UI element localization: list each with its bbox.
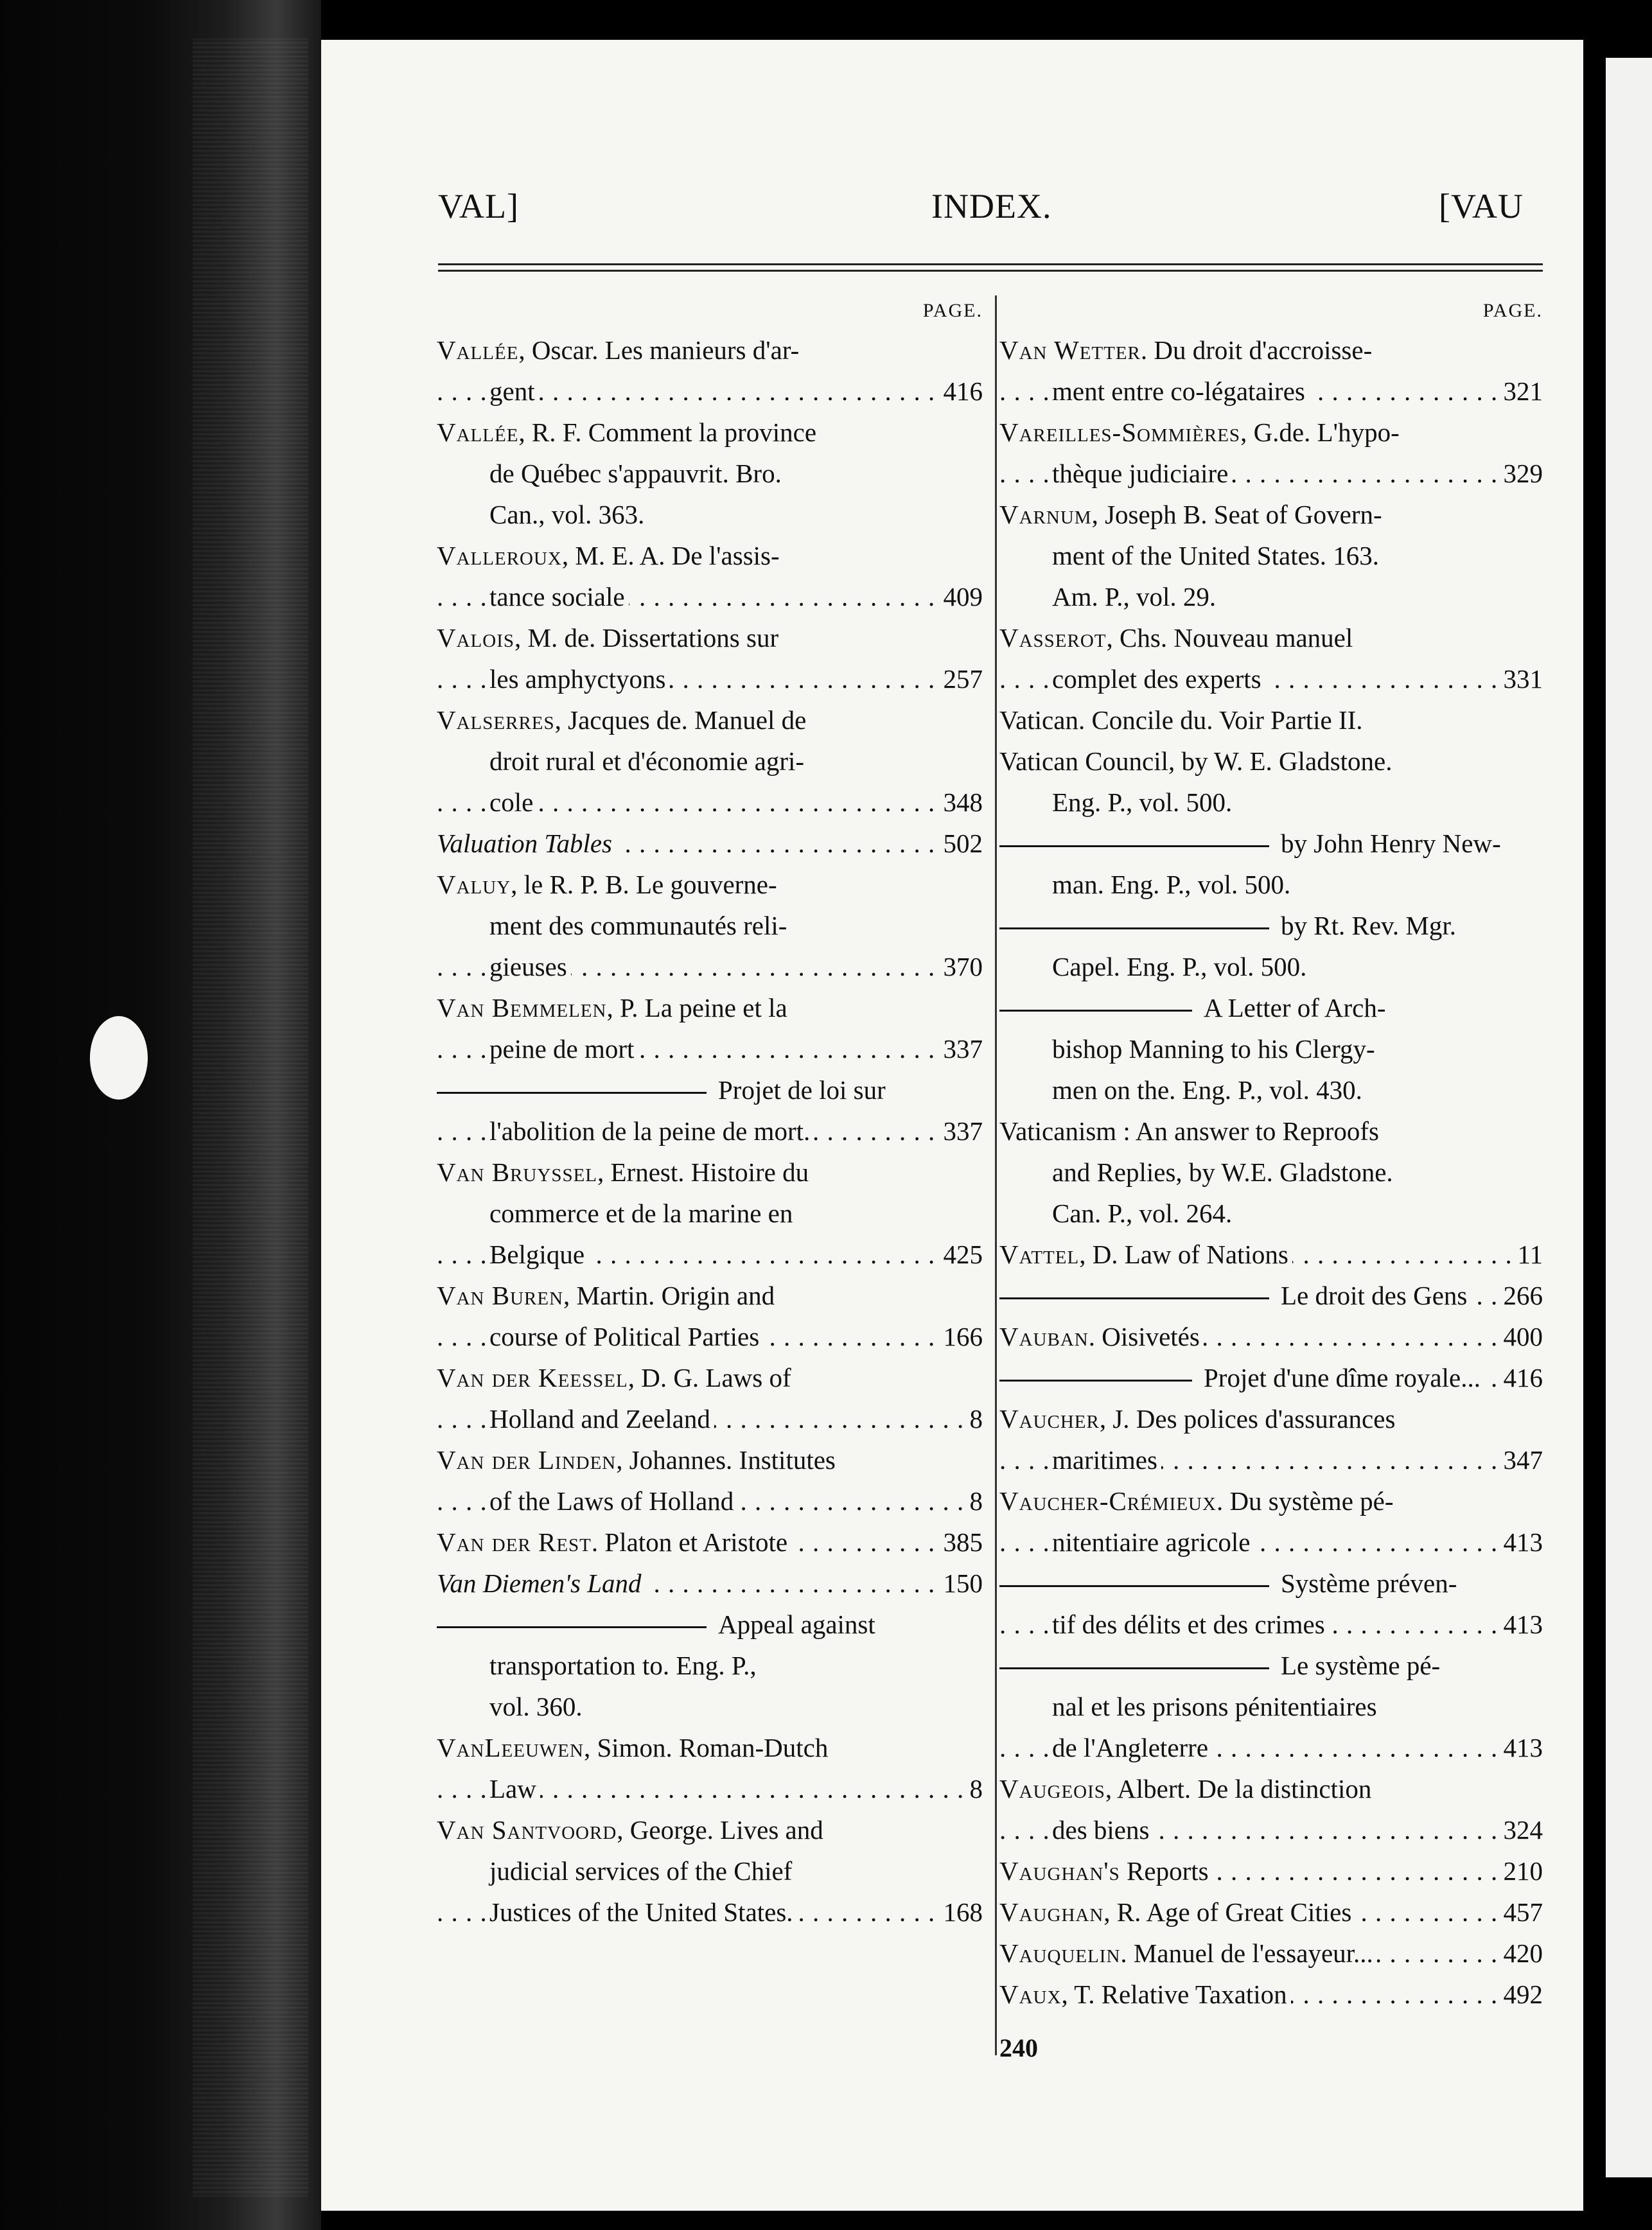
entry-line [999,1933,1543,1974]
entry-line [437,905,983,946]
entry-text: , Oscar. Les manieurs d'ar- [518,335,800,365]
index-entry [999,617,1543,699]
index-entry [437,535,983,617]
index-entry [999,494,1543,617]
entry-text: . Du système pé- [1216,1486,1394,1516]
entry-line [437,699,983,741]
entry-line [437,1316,983,1357]
entry-text: Vatican Council, by W. E. Gladstone. [999,746,1393,776]
column-divider [995,295,997,2055]
index-entry [999,1275,1543,1316]
entry-text: Belgique [489,1240,585,1269]
entry-line [437,494,983,535]
ditto-dash [999,1585,1269,1587]
entry-text: and Replies, by W.E. Gladstone. [1052,1157,1393,1187]
entry-line [437,823,983,864]
entry-text: ment entre co-légataires [1052,376,1305,406]
entry-text: ment of the United States. 163. [1052,541,1379,570]
entry-line [999,1522,1543,1563]
entry-line [999,329,1543,371]
index-entry [437,823,983,864]
entry-heading: Vareilles-Sommières [999,417,1241,447]
entry-text: Justices of the United States. [489,1897,793,1927]
ditto-dash [999,1380,1192,1382]
entry-text: Vaticanism : An answer to Reproofs [999,1116,1379,1146]
entry-heading: Vallée [437,335,519,365]
entry-heading: Vaughan [999,1897,1104,1927]
entry-text: complet des experts [1052,664,1261,694]
entry-line [437,576,983,617]
index-entry [999,1850,1543,1892]
entry-text: , Joseph B. Seat of Govern- [1091,500,1382,529]
entry-heading: Van Bemmelen [437,993,607,1023]
entry-line [437,864,983,905]
entry-line [437,617,983,658]
entry-text: . Oisivetés [1088,1322,1200,1351]
page-reference: 416 [938,371,983,412]
index-entry [999,1768,1543,1850]
index-entry [437,864,983,987]
page-reference: 400 [1498,1316,1543,1357]
scanned-page-gutter [0,0,321,2230]
entry-heading: Van Santvoord [437,1815,617,1845]
ditto-dash [999,927,1269,929]
index-entry [999,1892,1543,1933]
page-reference: 413 [1498,1522,1543,1563]
entry-text: , T. Relative Taxation [1061,1980,1287,2009]
index-entry [999,1563,1543,1645]
entry-line [437,1357,983,1398]
entry-line [999,946,1543,987]
entry-text: Le droit des Gens [1281,1281,1468,1310]
entry-text: Can., vol. 363. [489,500,645,529]
entry-heading: Valserres [437,705,555,735]
entry-line [999,1316,1543,1357]
entry-line [437,1768,983,1809]
entry-line [437,1563,983,1604]
entry-line [437,1069,983,1111]
entry-line [999,1357,1543,1398]
left-entry-list [437,329,983,1933]
index-entry [999,987,1543,1111]
entry-line [437,329,983,371]
entry-text: , J. Des polices d'assurances [1099,1404,1396,1434]
entry-heading: Vaugeois [999,1774,1105,1804]
page-reference: 11 [1513,1234,1543,1275]
entry-text: Projet d'une dîme royale... [1204,1363,1481,1392]
index-entry [437,329,983,412]
entry-text: by John Henry New- [1281,829,1501,858]
page-reference: 370 [938,946,983,987]
entry-line [437,1727,983,1768]
entry-line [437,741,983,782]
entry-line [999,905,1543,946]
entry-heading: Vaux [999,1980,1062,2009]
page-reference: 416 [1498,1357,1543,1398]
entry-line [999,1193,1543,1234]
entry-text: , P. La peine et la [606,993,787,1023]
entry-heading: Vaughan's [999,1856,1120,1886]
entry-line [437,1892,983,1933]
page-reference: 168 [938,1892,983,1933]
entry-text: gieuses [489,952,567,981]
entry-line [999,1809,1543,1850]
page-reference: 210 [1498,1850,1543,1892]
entry-text: transportation to. Eng. P., [489,1651,757,1680]
entry-text: course of Political Parties [489,1322,760,1351]
entry-text: , le R. P. B. Le gouverne- [511,870,777,899]
entry-heading: Vallée [437,417,519,447]
page-reference: 166 [938,1316,983,1357]
entry-text: maritimes [1052,1445,1157,1475]
index-entry [999,329,1543,412]
right-entry-list [999,329,1543,2015]
index-entry [437,617,983,699]
entry-text: men on the. Eng. P., vol. 430. [1052,1075,1362,1105]
index-entry [999,1398,1543,1480]
entry-heading: Van Wetter [999,335,1141,365]
entry-text: . Platon et Aristote [591,1527,788,1557]
entry-heading: Van der Linden [437,1445,617,1475]
running-head-left: VAL] [438,187,520,225]
entry-line [999,1768,1543,1809]
entry-line [999,412,1543,453]
entry-text: , Albert. De la distinction [1105,1774,1372,1804]
entry-line [999,1974,1543,2015]
page-number: 240 [999,2033,1038,2062]
entry-line [999,1398,1543,1439]
entry-heading: Van Bruyssel [437,1157,598,1187]
index-entry [999,741,1543,823]
header-rule-top [438,263,1543,265]
entry-line [437,1275,983,1316]
entry-text: bishop Manning to his Clergy- [1052,1034,1375,1064]
index-entry [437,1069,983,1152]
entry-text: man. Eng. P., vol. 500. [1052,870,1291,899]
page-reference: 413 [1498,1727,1543,1768]
entry-line [437,1193,983,1234]
page-reference: 324 [1498,1809,1543,1850]
entry-text: A Letter of Arch- [1204,993,1386,1023]
entry-text: peine de mort [489,1034,635,1064]
index-entry [999,1357,1543,1398]
entry-line [999,987,1543,1028]
paper-blemish [90,1016,148,1100]
index-entry [437,1522,983,1563]
entry-text: , Chs. Nouveau manuel [1106,623,1353,653]
entry-line [999,699,1543,741]
entry-line [999,617,1543,658]
entry-text: ment des communautés reli- [489,911,787,940]
entry-text: de l'Angleterre [1052,1733,1209,1762]
entry-text: Am. P., vol. 29. [1052,582,1217,611]
page-reference: 150 [938,1563,983,1604]
entry-line [437,1480,983,1522]
entry-text: . Du droit d'accroisse- [1140,335,1373,365]
index-entry [999,1234,1543,1275]
entry-line [999,535,1543,576]
entry-text: of the Laws of Holland [489,1486,734,1516]
index-entry [437,987,983,1069]
page-reference: 502 [938,823,983,864]
entry-line [437,371,983,412]
page-reference: 257 [938,658,983,699]
index-entry [437,1809,983,1933]
index-entry [999,699,1543,741]
entry-heading: Van der Keessel [437,1363,628,1392]
entry-text: by Rt. Rev. Mgr. [1281,911,1456,940]
entry-text: Reports [1120,1856,1209,1886]
left-column [437,292,983,1933]
entry-text: , D. G. Laws of [628,1363,791,1392]
entry-line [437,1111,983,1152]
index-entry [999,412,1543,494]
index-entry [437,1727,983,1809]
ditto-dash [999,1667,1269,1669]
entry-line [437,946,983,987]
entry-line [999,1275,1543,1316]
entry-text: Projet de loi sur [718,1075,886,1105]
entry-line [437,987,983,1028]
entry-text: vol. 360. [489,1692,583,1721]
page-reference: 457 [1498,1892,1543,1933]
entry-text: , M. E. A. De l'assis- [561,541,780,570]
entry-heading: Vattel [999,1240,1080,1269]
page-reference: 337 [938,1028,983,1069]
entry-heading: Varnum [999,500,1092,529]
index-entry [437,1275,983,1357]
entry-text: Système préven- [1281,1568,1457,1598]
index-entry [437,1357,983,1439]
entry-heading: Van der Rest [437,1527,592,1557]
entry-line [437,412,983,453]
page-column-label: PAGE. [922,300,983,321]
entry-text: Valuation Tables [437,829,613,858]
entry-line [437,1152,983,1193]
entry-text: , R. Age of Great Cities [1103,1897,1352,1927]
entry-text: nitentiaire agricole [1052,1527,1251,1557]
index-entry [999,1974,1543,2015]
entry-line [999,1234,1543,1275]
entry-line [999,1439,1543,1480]
entry-text: , G.de. L'hypo- [1240,417,1400,447]
entry-line [437,1809,983,1850]
entry-text: les amphyctyons [489,664,666,694]
ditto-dash [999,1010,1192,1012]
entry-text: gent [489,376,535,406]
page-reference: 413 [1498,1604,1543,1645]
index-entry [999,823,1543,905]
entry-text: , Jacques de. Manuel de [554,705,807,735]
entry-text: , Simon. Roman-Dutch [583,1733,829,1762]
index-entry [999,905,1543,987]
entry-line [437,535,983,576]
page-reference: 492 [1498,1974,1543,2015]
entry-line [999,453,1543,494]
entry-text: commerce et de la marine en [489,1198,793,1228]
entry-heading: Vauban [999,1322,1089,1351]
entry-heading: Vaucher [999,1404,1100,1434]
page-reference: 321 [1498,371,1543,412]
entry-line [437,1234,983,1275]
entry-heading: Van Buren [437,1281,564,1310]
page-column-label: PAGE. [1482,300,1543,321]
entry-text: Capel. Eng. P., vol. 500. [1052,952,1307,981]
entry-line [999,741,1543,782]
entry-text: Eng. P., vol. 500. [1052,787,1233,817]
entry-text: tif des délits et des crimes [1052,1610,1325,1639]
entry-line [437,658,983,699]
page-reference: 347 [1498,1439,1543,1480]
entry-line [999,1069,1543,1111]
entry-line [437,453,983,494]
entry-text: , R. F. Comment la province [518,417,817,447]
running-head-right: [VAU [1439,187,1524,225]
next-page-edge [1606,58,1652,2177]
entry-line [437,1028,983,1069]
index-entry [437,1439,983,1522]
entry-line [999,823,1543,864]
entry-line [437,782,983,823]
entry-text: tance sociale [489,582,625,611]
entry-text: cole [489,787,534,817]
header-rule-bottom [438,270,1543,272]
entry-line [999,1892,1543,1933]
entry-line [999,1727,1543,1768]
entry-text: Van Diemen's Land [437,1568,642,1598]
entry-heading: Vauquelin [999,1938,1121,1968]
page-reference: 266 [1498,1275,1543,1316]
ditto-dash [999,845,1269,847]
page-reference: 385 [938,1522,983,1563]
entry-text: Le système pé- [1281,1651,1441,1680]
entry-line [999,371,1543,412]
entry-text: , M. de. Dissertations sur [514,623,779,653]
index-entry [999,1480,1543,1563]
page-reference: 8 [965,1768,983,1809]
entry-line [999,1604,1543,1645]
entry-line [999,1850,1543,1892]
entry-text: droit rural et d'économie agri- [489,746,805,776]
entry-line [437,1522,983,1563]
entry-line [999,1028,1543,1069]
ditto-dash [437,1092,707,1094]
index-entry [437,1563,983,1604]
page-reference: 337 [938,1111,983,1152]
entry-heading: Valuy [437,870,511,899]
entry-line [999,494,1543,535]
page-reference: 420 [1498,1933,1543,1974]
entry-text: thèque judiciaire [1052,459,1229,488]
entry-text: Appeal against [718,1610,875,1639]
entry-line [999,782,1543,823]
page-title: INDEX. [931,187,1052,225]
entry-line [437,1850,983,1892]
entry-text: de Québec s'appauvrit. Bro. [489,459,782,488]
entry-text: , Ernest. Histoire du [597,1157,809,1187]
entry-text: Can. P., vol. 264. [1052,1198,1233,1228]
entry-line [999,1480,1543,1522]
entry-line [999,1645,1543,1686]
entry-heading: Valois [437,623,514,653]
index-entry [999,1933,1543,1974]
entry-line [999,1111,1543,1152]
index-entry [437,412,983,535]
page-reference: 348 [938,782,983,823]
ditto-dash [437,1626,707,1628]
page-reference: 8 [965,1398,983,1439]
entry-line [437,1398,983,1439]
index-entry [999,1316,1543,1357]
entry-line [999,1152,1543,1193]
entry-line [437,1439,983,1480]
page-reference: 331 [1498,658,1543,699]
entry-heading: Vasserot [999,623,1107,653]
index-entry [999,1645,1543,1768]
entry-line [437,1686,983,1727]
page-reference: 409 [938,576,983,617]
entry-text: . Manuel de l'essayeur... [1120,1938,1373,1968]
entry-text: Law [489,1774,536,1804]
page-reference: 329 [1498,453,1543,494]
entry-line [437,1604,983,1645]
entry-text: , Johannes. Institutes [616,1445,836,1475]
entry-text: nal et les prisons pénitentiaires [1052,1692,1377,1721]
entry-text: Holland and Zeeland [489,1404,710,1434]
entry-text: , D. Law of Nations [1079,1240,1288,1269]
entry-line [999,1686,1543,1727]
entry-line [437,1645,983,1686]
index-entry [437,1604,983,1727]
entry-line [999,576,1543,617]
entry-heading: VanLeeuwen [437,1733,584,1762]
entry-text: , Martin. Origin and [563,1281,775,1310]
entry-text: judicial services of the Chief [489,1856,793,1886]
index-entry [437,699,983,823]
right-column [999,292,1543,2015]
index-entry [437,1152,983,1275]
entry-heading: Valleroux [437,541,562,570]
page-reference: 425 [938,1234,983,1275]
entry-line [999,658,1543,699]
index-entry [999,1111,1543,1234]
entry-text: , George. Lives and [617,1815,823,1845]
page-reference: 8 [965,1480,983,1522]
ditto-dash [999,1297,1269,1299]
entry-line [999,864,1543,905]
entry-heading: Vaucher-Crémieux [999,1486,1217,1516]
entry-line [999,1563,1543,1604]
entry-text: Vatican. Concile du. Voir Partie II. [999,705,1363,735]
entry-text: l'abolition de la peine de mort. [489,1116,811,1146]
entry-text: des biens [1052,1815,1150,1845]
